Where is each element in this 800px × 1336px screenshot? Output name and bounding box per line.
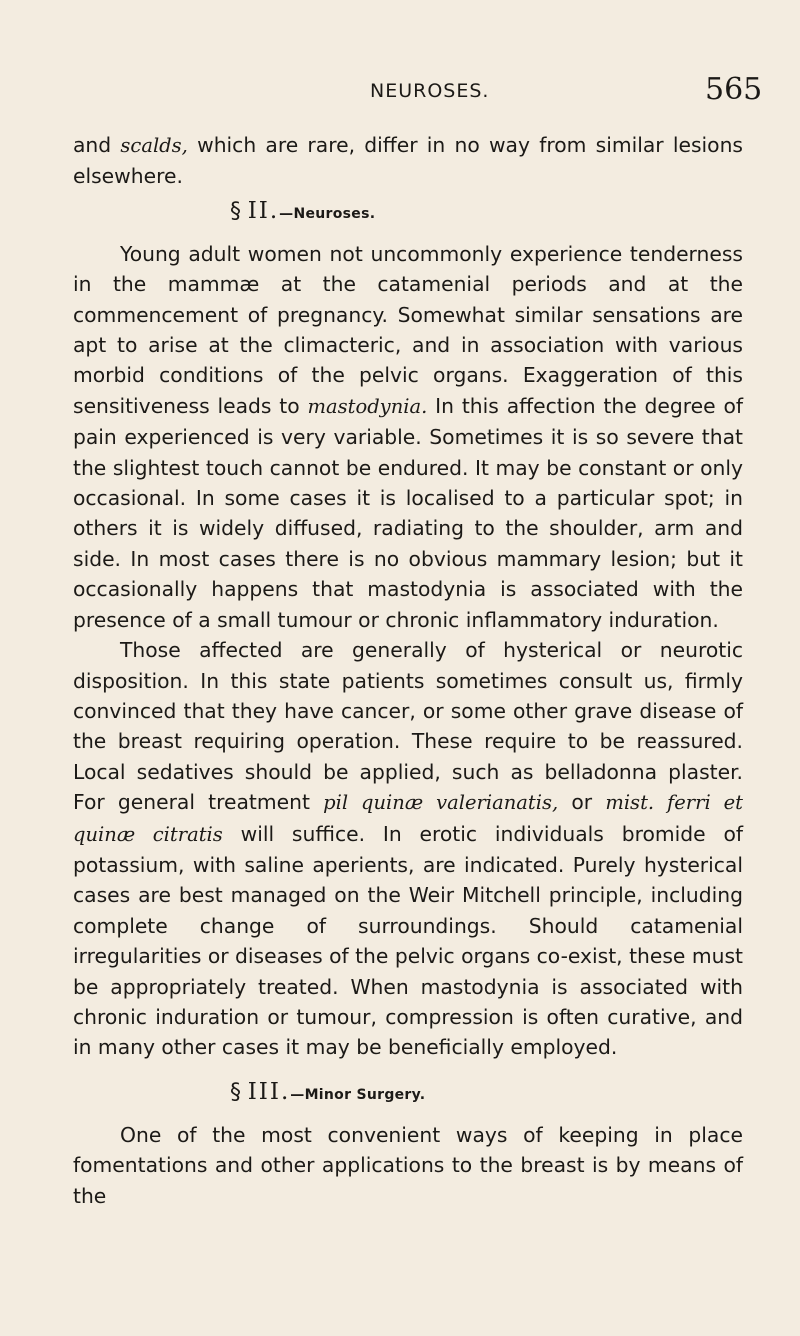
running-header: NEUROSES. [370, 80, 490, 102]
intro-text-end: which are rare, differ in no way from similar lesions elsewhere. [73, 133, 743, 189]
section-title: —Neuroses. [279, 205, 376, 222]
paragraph-text: will suffice. In erotic individuals bromide of potassium, with saline aperients, are indicated. Purely hysterical cases are best managed on the Weir Mitchell principle, including complete change of surroundings. Should catamenial irregularities or diseases of the pelvic organs co-exist, these must be appropriately treated. When mastodynia is associated with chronic induration or tumour, compression is often curative, and in many other cases it may be beneficially employed. [73, 821, 743, 1060]
italic-term-mist: mist. ferri et quinæ citratis [73, 791, 744, 846]
section-heading-minor-surgery [73, 1077, 743, 1110]
section-heading-neuroses [73, 196, 743, 229]
section-title: —Minor Surgery. [290, 1086, 426, 1103]
paragraph-fomentations: One of the most convenient ways of keeping in place fomentations and other applications to the breast is by means of the [73, 1122, 743, 1208]
paragraph-mastodynia [73, 239, 743, 635]
paragraph-text: Those affected are generally of hysterical or neurotic disposition. In this state patients sometimes consult us, firmly convinced that they have cancer, or some other grave disease of the breast requiring operation. These require to be reassured. Local sedatives should be applied, such as belladonna plaster. For general treatment [73, 638, 743, 815]
italic-term-mastodynia: mastodynia. [307, 394, 428, 418]
paragraph-text: or [558, 790, 606, 815]
page-number: 565 [705, 72, 763, 107]
intro-paragraph [73, 130, 743, 192]
section-symbol: § [230, 198, 241, 224]
body-text [73, 130, 743, 1211]
italic-term-pil: pil quinæ valerianatis, [323, 791, 559, 815]
paragraph-text: In this affection the degree of pain experienced is very variable. Sometimes it is so severe that the slightest touch cannot be endured. It may be constant or only occasional. In some cases it is localised to a particular spot; in others it is widely diffused, radiating to the shoulder, arm and side. In most cases there is no obvious mammary lesion; but it occasionally happens that mastodynia is associated with the presence of a small tumour or chronic inflammatory induration. [73, 393, 743, 632]
italic-term-scalds: scalds, [120, 134, 188, 157]
intro-text-start: and [73, 133, 121, 157]
paragraph-treatment [73, 635, 743, 1063]
section-symbol: § [230, 1079, 241, 1105]
section-numeral: II. [247, 197, 280, 224]
paragraph-text: Young adult women not uncommonly experience tenderness in the mammæ at the catamenial periods and at the commencement of pregnancy. Somewhat similar sensations are apt to arise at the climacteric, and in association with various morbid conditions of the pelvic organs. Exaggeration of this sensitiveness leads to [73, 241, 743, 418]
section-numeral: III. [247, 1078, 291, 1105]
